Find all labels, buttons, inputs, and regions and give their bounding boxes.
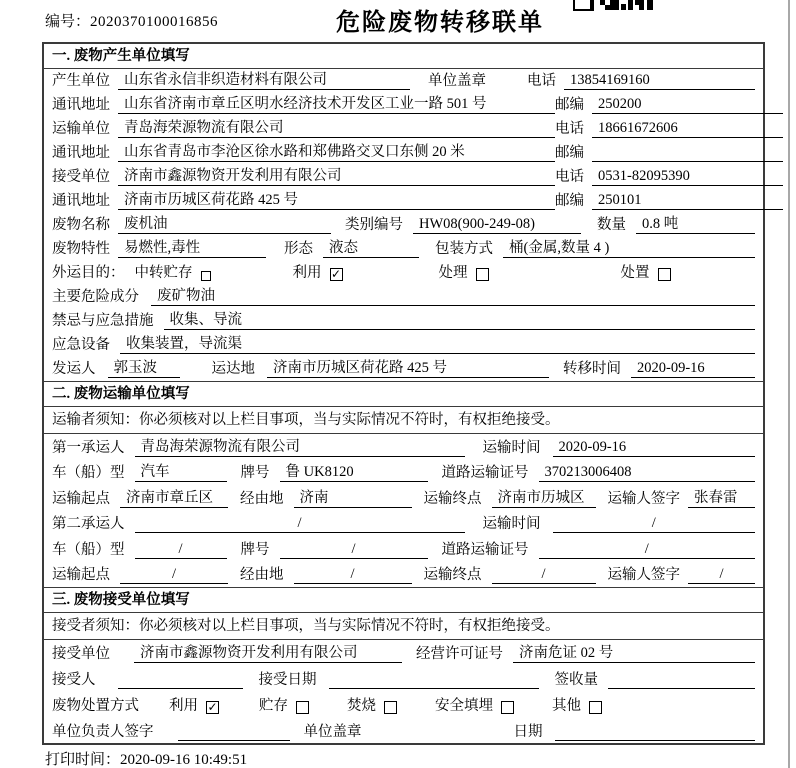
destination-value: 济南市历城区荷花路 425 号 [267,359,549,378]
disposal-option-store-checkbox [296,701,309,714]
received-amount-value [608,671,755,689]
row-vehicle1 [44,460,763,486]
road-permit1-label: 道路运输证号 [441,465,529,481]
row-carrier1 [44,434,763,460]
origin2-label: 运输起点 [52,567,110,583]
row-shipper [44,357,763,381]
purpose-label: 外运目的： [52,265,125,281]
carrier2-value: / [135,514,465,533]
row-emergency-measures [44,309,763,333]
row-receive-unit [44,640,763,666]
category-value: HW08(900-249-08) [413,215,581,234]
measures-label: 禁忌与应急措施 [52,313,154,329]
producer-zip-label: 邮编 [555,97,584,113]
row-producer [44,69,763,93]
road-permit2-value: / [539,540,756,559]
measures-value: 收集、导流 [164,311,756,330]
via1-value: 济南 [294,489,412,508]
row-receiver [44,165,763,189]
terminus2-value: / [492,565,596,584]
disposal-option-other-label: 其他 [552,698,581,714]
characteristics-value: 易燃性,毒性 [118,239,266,258]
serial-value: 2020370100016856 [90,14,219,30]
received-amount-label: 签收量 [554,672,598,688]
row-transporter [44,117,763,141]
print-time-line [45,748,247,768]
permit-label: 经营许可证号 [416,646,503,662]
receiver-value: 济南市鑫源物资开发利用有限公司 [118,167,555,186]
receive-unit-value: 济南市鑫源物资开发利用有限公司 [134,644,402,663]
shipper-value: 郭玉波 [108,359,180,378]
vehicle2-value: / [135,540,227,559]
transporter-addr-value: 山东省青岛市李沧区徐水路和郑佛路交叉口东侧 20 米 [118,143,555,162]
producer-addr-value: 山东省济南市章丘区明水经济技术开发区工业一路 501 号 [118,95,555,114]
carrier1-label: 第一承运人 [52,439,125,456]
date-value [555,723,756,741]
section1-header: 一. 废物产生单位填写 [44,44,763,69]
receive-date-value [329,671,539,689]
road-permit2-label: 道路运输证号 [441,541,529,558]
shipper-label: 发运人 [52,361,96,377]
qr-code-fragment [573,0,653,11]
terminus2-label: 运输终点 [423,567,482,583]
purpose-option-utilize-checkbox: ✓ [330,267,342,281]
equipment-label: 应急设备 [52,337,110,353]
row-carrier2 [44,511,763,537]
receive-unit-label: 接受单位 [52,646,110,662]
terminus1-label: 运输终点 [423,490,482,507]
row-waste-name [44,213,763,237]
print-time-value: 2020-09-16 10:49:51 [120,752,248,768]
disposal-option-incinerate-label: 焚烧 [347,698,376,714]
head-sign-value [178,723,290,741]
vehicle2-label: 车（船）型 [52,541,125,558]
row-emergency-equipment [44,333,763,357]
serial-label: 编号： [45,14,91,30]
transfer-time-value: 2020-09-16 [631,359,755,378]
form-state-label: 形态 [284,241,313,257]
purpose-option-treat-checkbox [476,268,489,281]
origin1-label: 运输起点 [52,490,110,507]
section3-header: 三. 废物接受单位填写 [44,587,763,613]
via1-label: 经由地 [240,490,284,507]
plate1-value: 鲁 UK8120 [280,463,428,482]
sign2-value: / [688,565,755,584]
quantity-label: 数量 [597,217,626,233]
time2-label: 运输时间 [482,516,541,532]
via2-value: / [294,565,412,584]
row-disposal-method [44,692,763,718]
print-time-label: 打印时间： [45,752,121,768]
transporter-phone-label: 电话 [555,121,584,137]
purpose-option-transit-checkbox [201,271,211,281]
row-route1 [44,485,763,511]
producer-label: 产生单位 [52,73,110,89]
terminus1-value: 济南市历城区 [492,489,596,508]
unit-seal-label: 单位盖章 [428,73,486,89]
sign1-value: 张春雷 [688,489,755,508]
disposal-option-other-checkbox [589,701,602,714]
packaging-label: 包装方式 [435,241,493,257]
disposal-option-utilize-checkbox: ✓ [207,700,218,714]
purpose-option-utilize-label: 利用 [292,265,322,281]
purpose-option-transit-label: 中转贮存 [134,265,193,281]
receiver-label: 接受单位 [52,169,110,185]
disposal-label: 废物处置方式 [52,698,139,714]
producer-phone-label: 电话 [527,73,556,89]
receiver-zip-label: 邮编 [555,193,584,209]
producer-addr-label: 通讯地址 [52,97,110,113]
plate2-label: 牌号 [240,541,270,558]
page-title: 危险废物转移联单 [336,10,544,36]
sign1-label: 运输人签字 [607,490,680,507]
producer-value: 山东省永信非织造材料有限公司 [118,71,410,90]
receiver-addr-label: 通讯地址 [52,193,110,209]
form-state-value: 液态 [323,239,419,258]
disposal-option-utilize-label: 利用 [169,698,198,714]
purpose-option-dispose-label: 处置 [620,265,650,281]
transporter-value: 青岛海荣源物流有限公司 [118,119,555,138]
transfer-time-label: 转移时间 [563,361,621,377]
row-route2 [44,562,763,588]
origin1-value: 济南市章丘区 [120,489,228,508]
waste-name-label: 废物名称 [52,217,110,233]
time1-label: 运输时间 [482,439,541,456]
receiver-phone-value: 0531-82095390 [592,167,783,186]
transporter-zip-label: 邮编 [555,145,584,161]
vehicle1-value: 汽车 [135,463,227,482]
carrier1-value: 青岛海荣源物流有限公司 [135,438,465,457]
row-vehicle2 [44,536,763,562]
disposal-option-landfill-checkbox [501,701,514,714]
packaging-value: 桶(金属,数量 4 ) [503,239,755,258]
disposal-option-incinerate-checkbox [384,701,397,714]
destination-label: 运达地 [211,361,255,377]
producer-phone-value: 13854169160 [564,71,755,90]
quantity-value: 0.8 吨 [636,215,755,234]
receiver-addr-value: 济南市历城区荷花路 425 号 [118,191,555,210]
row-producer-address [44,93,763,117]
transporter-label: 运输单位 [52,121,110,137]
row-shipping-purpose [44,261,763,285]
receiver-zip-value: 250101 [592,191,783,210]
receiver-person-label: 接受人 [52,672,96,688]
origin2-value: / [120,565,228,584]
unit-seal2-label: 单位盖章 [303,724,362,740]
plate2-value: / [280,540,428,559]
row-receiver-address [44,189,763,213]
row-transporter-address [44,141,763,165]
row-hazard-components [44,285,763,309]
waste-name-value: 废机油 [118,215,331,234]
via2-label: 经由地 [240,567,284,583]
row-receiver-person [44,666,763,692]
transfer-form-table [42,42,765,745]
section3-notice: 接受者须知：你必须核对以上栏目事项，当与实际情况不符时，有权拒绝接受。 [44,613,763,640]
hazard-value: 废矿物油 [151,287,755,306]
time2-value: / [553,514,756,533]
hazard-label: 主要危险成分 [52,289,139,305]
plate1-label: 牌号 [240,465,270,481]
equipment-value: 收集装置，导流渠 [120,335,755,354]
date-label: 日期 [513,724,543,740]
disposal-option-landfill-label: 安全填埋 [435,698,493,714]
sign2-label: 运输人签字 [607,567,680,583]
vehicle1-label: 车（船）型 [52,465,125,481]
transporter-phone-value: 18661672606 [592,119,783,138]
permit-value: 济南危证 02 号 [513,644,755,663]
time1-value: 2020-09-16 [553,438,756,457]
head-sign-label: 单位负责人签字 [52,724,154,740]
transporter-zip-value [592,144,783,162]
category-label: 类别编号 [345,217,403,233]
page-edge-line [788,0,790,768]
road-permit1-value: 370213006408 [539,463,756,482]
characteristics-label: 废物特性 [52,241,110,257]
receiver-phone-label: 电话 [555,169,584,185]
receiver-person-value [118,671,243,689]
carrier2-label: 第二承运人 [52,516,125,532]
row-waste-characteristics [44,237,763,261]
section2-notice: 运输者须知：你必须核对以上栏目事项，当与实际情况不符时，有权拒绝接受。 [44,407,763,434]
purpose-option-treat-label: 处理 [438,265,468,281]
producer-zip-value: 250200 [592,95,783,114]
row-head-signature [44,718,763,744]
purpose-option-dispose-checkbox [658,268,671,281]
disposal-option-store-label: 贮存 [259,698,288,714]
transporter-addr-label: 通讯地址 [52,145,110,161]
receive-date-label: 接受日期 [258,672,317,688]
section2-header: 二. 废物运输单位填写 [44,381,763,407]
